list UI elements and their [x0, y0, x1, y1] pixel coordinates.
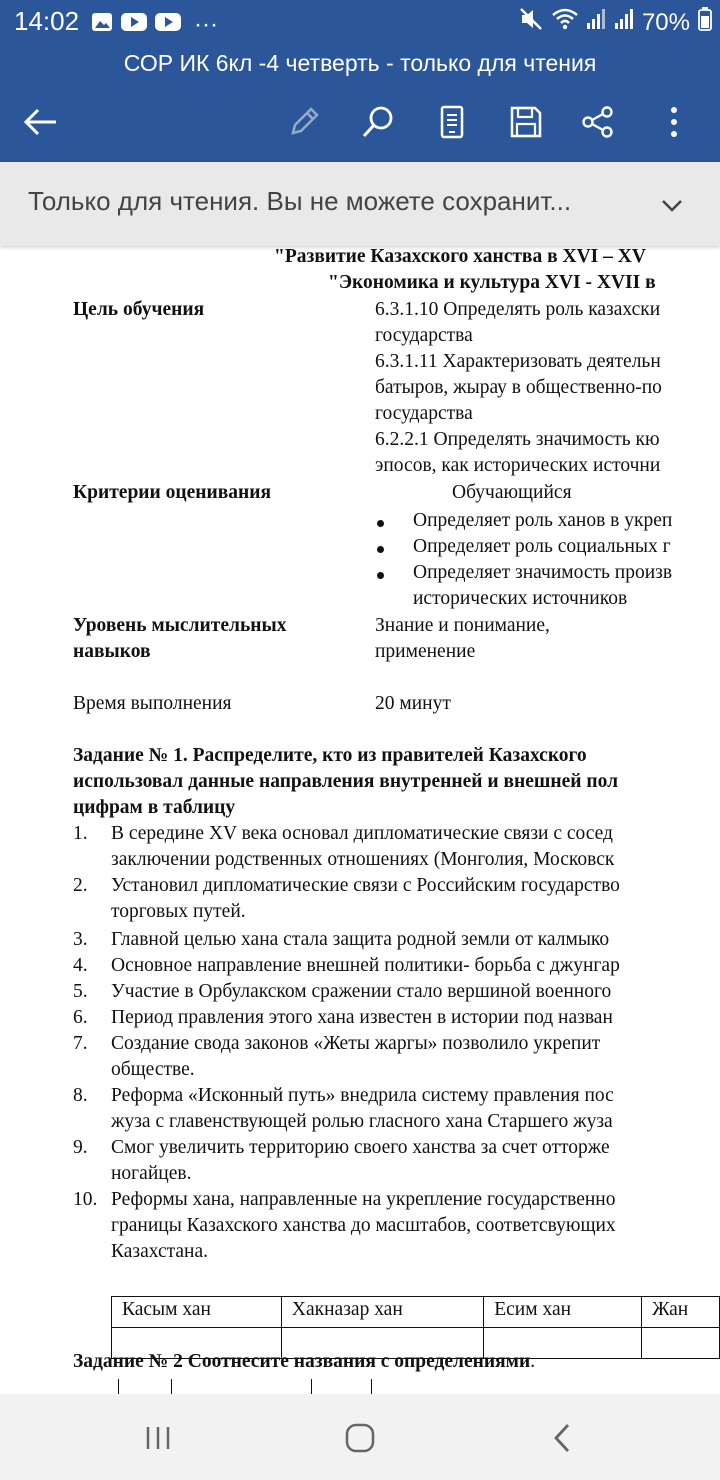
- list-item: торговых путей.: [111, 901, 246, 922]
- more-vertical-icon: [668, 105, 680, 139]
- list-item-number: 4.: [73, 955, 88, 976]
- list-item: Реформы хана, направленные на укрепление государственно: [111, 1189, 616, 1210]
- criteria-label: Критерии оценивания: [73, 482, 272, 503]
- share-button[interactable]: [576, 100, 620, 144]
- table-header-cell: Есим хан: [484, 1297, 642, 1328]
- list-item-number: 7.: [73, 1033, 88, 1054]
- more-options-button[interactable]: [652, 100, 696, 144]
- list-item: Реформа «Исконный путь» внедрила систему правления пос: [111, 1085, 614, 1106]
- task2-heading: [73, 1351, 535, 1373]
- status-time: 14:02: [14, 6, 80, 36]
- search-icon: [360, 104, 396, 140]
- signal-icon: [586, 8, 606, 37]
- app-toolbar: [0, 44, 720, 162]
- back-chevron-icon: [550, 1422, 574, 1454]
- list-item-number: 9.: [73, 1137, 88, 1158]
- goal-line: батыров, жырау в общественно-по: [375, 377, 662, 398]
- youtube-notification-icon-2: [154, 11, 182, 38]
- list-item: Смог увеличить территорию своего ханства за счет отторже: [111, 1137, 610, 1158]
- recent-apps-icon: [143, 1424, 173, 1452]
- list-item-number: 1.: [73, 823, 88, 844]
- battery-percent: 70%: [641, 8, 690, 36]
- task1-heading: использовал данные направления внутренней и внешней пол: [73, 771, 619, 792]
- list-item: Казахстана.: [111, 1241, 208, 1262]
- home-icon: [344, 1422, 376, 1454]
- goal-line: государства: [375, 403, 473, 424]
- goal-line: эпосов, как исторических источни: [375, 455, 661, 476]
- table-header-cell: Хакназар хан: [281, 1297, 483, 1328]
- table-header-cell: Жан: [642, 1297, 720, 1328]
- status-bar: [0, 0, 720, 44]
- share-icon: [581, 105, 615, 139]
- list-item: Установил дипломатические связи с Российским государство: [111, 875, 620, 896]
- youtube-notification-icon: [120, 11, 148, 38]
- signal-icon-2: [614, 8, 634, 37]
- battery-icon: [698, 7, 712, 38]
- criteria-bullet: Определяет значимость произв: [413, 562, 673, 583]
- goal-line: 6.2.2.1 Определять значимость кю: [375, 429, 660, 450]
- list-item-number: 3.: [73, 929, 88, 950]
- khan-table: [111, 1296, 720, 1359]
- level-label: навыков: [73, 641, 151, 662]
- list-item-number: 10.: [73, 1189, 98, 1210]
- home-button[interactable]: [340, 1418, 380, 1458]
- list-item: обществе.: [111, 1059, 195, 1080]
- bullet-icon: [377, 546, 384, 553]
- document-header-2: "Экономика и культура XVI - XVII в: [328, 272, 656, 293]
- task1-heading: Задание № 1. Распределите, кто из правителей Казахского: [73, 745, 587, 766]
- list-item-number: 6.: [73, 1007, 88, 1028]
- time-label: Время выполнения: [73, 693, 232, 714]
- criteria-bullet: Определяет роль социальных г: [413, 536, 671, 557]
- goal-line: государства: [375, 325, 473, 346]
- list-item: Основное направление внешней политики- борьба с джунгар: [111, 955, 620, 976]
- list-item-number: 2.: [73, 875, 88, 896]
- read-only-message: Только для чтения. Вы не можете сохранит...: [28, 186, 572, 216]
- more-notifications: ···: [194, 10, 218, 38]
- wifi-icon: [552, 8, 578, 37]
- list-item: Создание свода законов «Жеты жаргы» позволило укрепит: [111, 1033, 601, 1054]
- task1-heading: цифрам в таблицу: [73, 797, 236, 818]
- level-value: Знание и понимание,: [375, 615, 550, 636]
- level-value: применение: [375, 641, 476, 662]
- reading-view-button[interactable]: [430, 100, 474, 144]
- task2-heading-end: .: [530, 1351, 536, 1372]
- back-button[interactable]: [18, 100, 62, 144]
- nav-back-button[interactable]: [542, 1418, 582, 1458]
- list-item: Период правления этого хана известен в истории под назван: [111, 1007, 613, 1028]
- list-item-number: 8.: [73, 1085, 88, 1106]
- document-header-1: "Развитие Казахского ханства в XVI – XV: [274, 246, 646, 267]
- goal-line: 6.3.1.11 Характеризовать деятельн: [375, 351, 661, 372]
- goal-line: 6.3.1.10 Определять роль казахски: [375, 299, 661, 320]
- time-value: 20 минут: [375, 693, 451, 714]
- arrow-left-icon: [22, 107, 58, 137]
- list-item: Участие в Орбулакском сражении стало вершиной военного: [111, 981, 612, 1002]
- list-item: В середине XV века основал дипломатические связи с сосед: [111, 823, 613, 844]
- criteria-bullet: Определяет роль ханов в укреп: [413, 510, 673, 531]
- reading-view-icon: [437, 104, 467, 140]
- level-label: Уровень мыслительных: [73, 615, 287, 636]
- pencil-icon: [287, 105, 321, 139]
- recent-apps-button[interactable]: [138, 1418, 178, 1458]
- mute-icon: [518, 6, 544, 39]
- criteria-tail: исторических источников: [413, 588, 628, 609]
- list-item: границы Казахского ханства до масштабов, соответсвующих: [111, 1215, 616, 1236]
- table-cell[interactable]: [642, 1328, 720, 1359]
- system-nav-bar: [0, 1394, 720, 1480]
- table-row: [112, 1297, 720, 1328]
- list-item: заключении родственных отношениях (Монголия, Московск: [111, 849, 615, 870]
- bullet-icon: [377, 572, 384, 579]
- search-button[interactable]: [356, 100, 400, 144]
- list-item-number: 5.: [73, 981, 88, 1002]
- task2-table-edge: [118, 1379, 719, 1394]
- save-icon: [509, 105, 543, 139]
- document-page[interactable]: [0, 246, 720, 1394]
- criteria-intro: Обучающийся: [452, 482, 572, 503]
- list-item: ногайцев.: [111, 1163, 192, 1184]
- task2-heading-text: Задание № 2 Соотнесите названия с определениями: [73, 1351, 531, 1372]
- goal-label: Цель обучения: [73, 299, 205, 320]
- document-title: СОР ИК 6кл -4 четверть - только для чтения: [123, 50, 597, 76]
- edit-button[interactable]: [282, 100, 326, 144]
- list-item: жуза с главенствующей ролью гласного хана Старшего жуза: [111, 1111, 613, 1132]
- save-button[interactable]: [504, 100, 548, 144]
- list-item: Главной целью хана стала защита родной земли от калмыко: [111, 929, 610, 950]
- chevron-down-icon[interactable]: [656, 190, 688, 222]
- read-only-infobar[interactable]: [0, 162, 720, 246]
- bullet-icon: [377, 520, 384, 527]
- table-header-cell: Касым хан: [112, 1297, 282, 1328]
- gallery-notification-icon: [90, 10, 114, 39]
